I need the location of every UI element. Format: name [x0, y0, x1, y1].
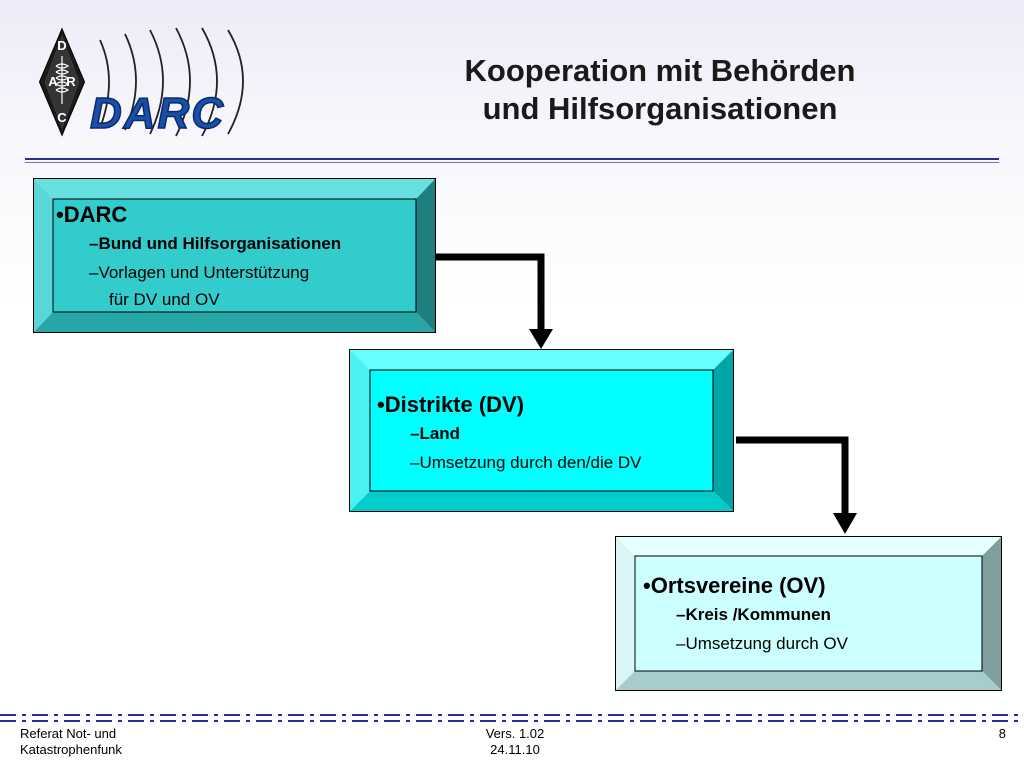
- footer-rule: [0, 712, 1024, 724]
- logo-letter-c: C: [57, 110, 67, 125]
- box-darc: [33, 178, 436, 333]
- footer-version-date: [440, 726, 590, 758]
- box-darc-sub2: –Vorlagen und Unterstützung: [89, 263, 310, 282]
- box-distrikte: [349, 349, 734, 512]
- box-distrikte-sub2: –Umsetzung durch den/die DV: [410, 453, 642, 472]
- box-ortsvereine-sub2: –Umsetzung durch OV: [676, 634, 848, 653]
- logo-letter-a: A: [48, 74, 58, 89]
- logo-letter-r: R: [66, 74, 76, 89]
- box-distrikte-sub1: –Land: [410, 424, 461, 443]
- box-distrikte-title: •Distrikte (DV): [377, 392, 525, 417]
- box-darc-sub2-cont: für DV und OV: [109, 290, 220, 309]
- footer-date: 24.11.10: [490, 742, 540, 757]
- footer-left-line2: Katastrophenfunk: [20, 742, 122, 757]
- box-darc-sub1: –Bund und Hilfsorganisationen: [89, 234, 342, 253]
- logo-text: DARC: [90, 89, 226, 138]
- title-line-1: Kooperation mit Behörden: [464, 53, 856, 88]
- arrow-head-1: [529, 329, 553, 349]
- box-ortsvereine-sub1: –Kreis /Kommunen: [676, 605, 831, 624]
- box-darc-title: •DARC: [56, 202, 128, 227]
- page-number: 8: [998, 726, 1006, 741]
- footer-department: [20, 726, 122, 758]
- box-ortsvereine-title: •Ortsvereine (OV): [643, 573, 826, 598]
- logo-letter-d: D: [57, 38, 67, 53]
- footer-version: Vers. 1.02: [485, 726, 545, 741]
- footer-left-line1: Referat Not- und: [20, 726, 117, 741]
- box-ortsvereine: [615, 536, 1002, 691]
- arrow-head-2: [833, 513, 857, 534]
- title-line-2: und Hilfsorganisationen: [482, 91, 838, 126]
